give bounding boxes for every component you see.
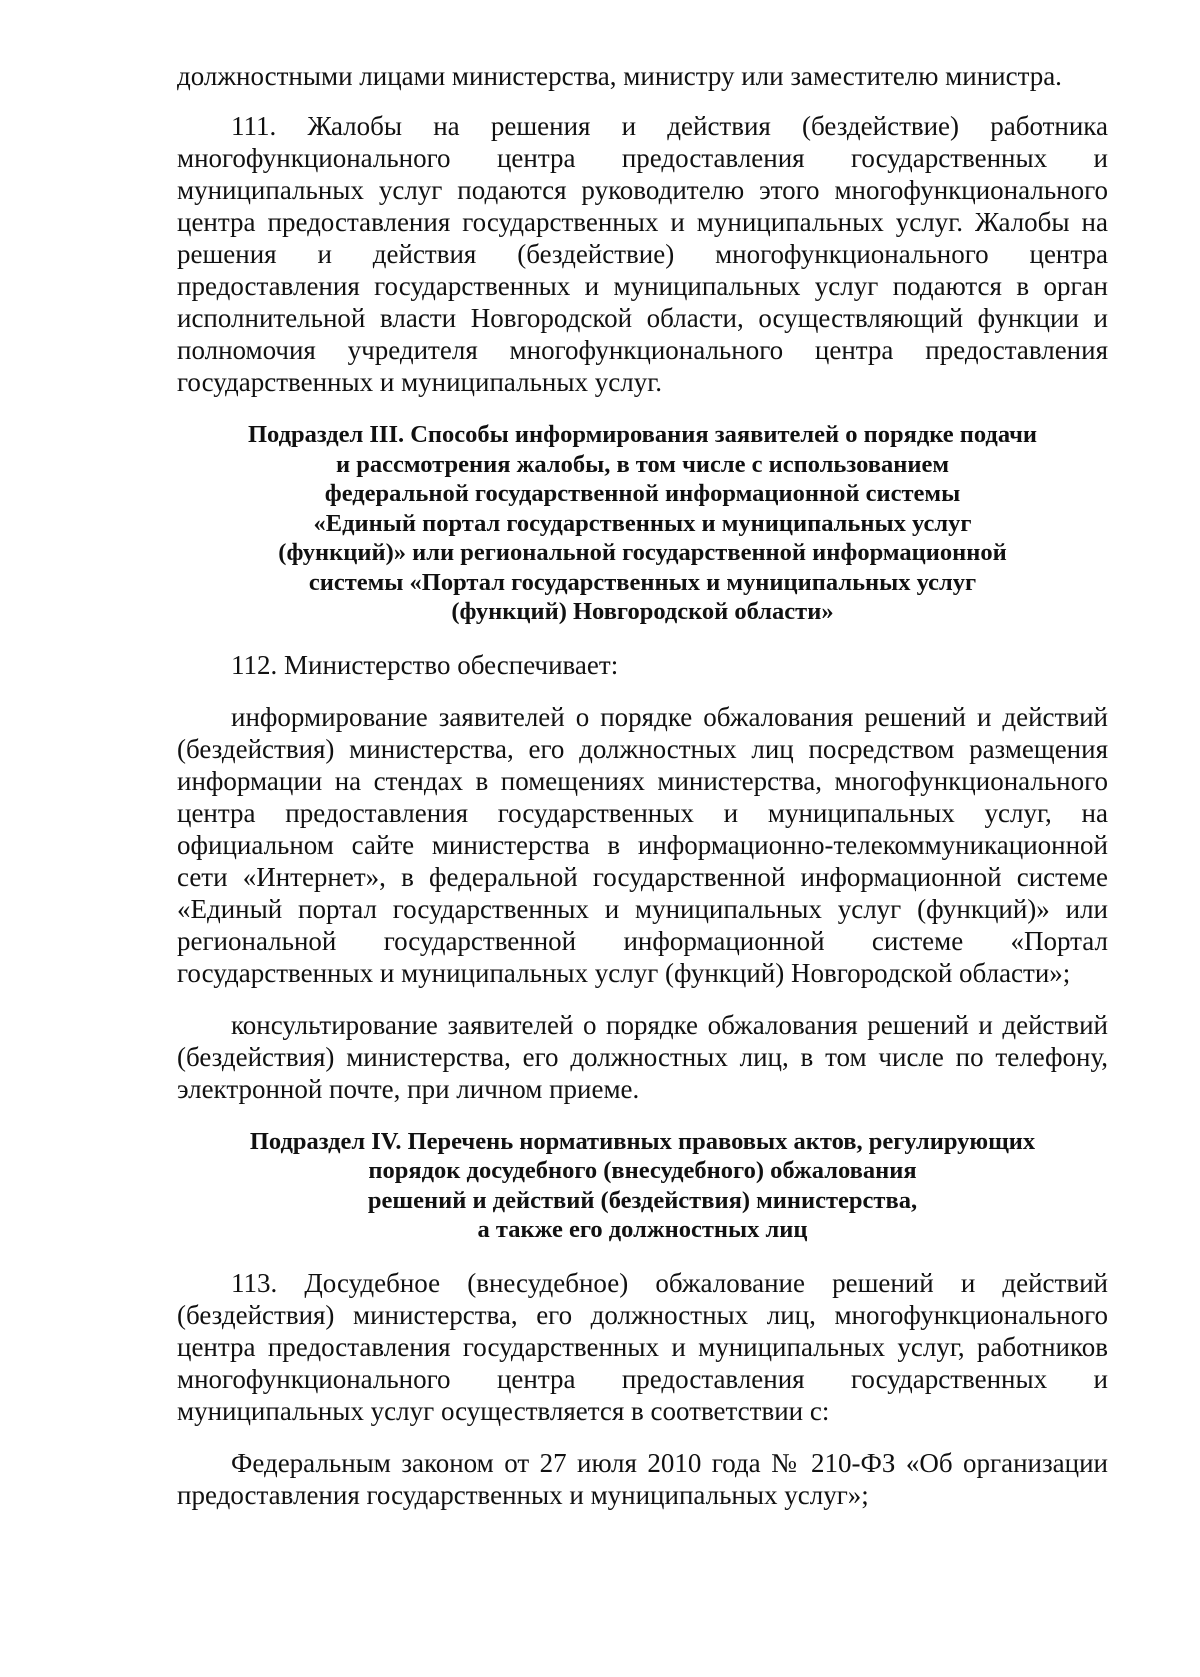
subsection-iii-heading <box>177 420 1108 627</box>
heading-line: порядок досудебного (внесудебного) обжалования <box>368 1157 917 1184</box>
paragraph-112: 112. Министерство обеспечивает: <box>231 649 619 680</box>
paragraph-112-consulting: консультирование заявителей о порядке обжалования решений и действий (бездействия) министерства, его должностных лиц, в том числе по телефону, электронной почте, при личном приеме. <box>177 1009 1108 1104</box>
heading-line: Подраздел IV. Перечень нормативных правовых актов, регулирующих <box>249 1127 1036 1155</box>
continuation-text: должностными лицами министерства, министру или заместителю министра. <box>177 61 1062 91</box>
paragraph-112-informing: информирование заявителей о порядке обжалования решений и действий (бездействия) министерства, его должностных лиц посредством размещения информации на стендах в помещениях министерства, многофункционального центра предоставления государственных и муниципальных услуг, на официальном сайте министерства в информационно-телекоммуникационной сети «Интернет», в федеральной государственной информационной системе «Единый портал государственных и муниципальных услуг (функций)» или региональной государственной информационной системе «Портал государственных и муниципальных услуг (функций) Новгородской области»; <box>177 701 1108 988</box>
paragraph-113-federal-law: Федеральным законом от 27 июля 2010 года № 210-ФЗ «Об организации предоставления государственных и муниципальных услуг»; <box>177 1447 1108 1510</box>
heading-line: федеральной государственной информационной системы <box>324 480 961 507</box>
heading-line: решений и действий (бездействия) министерства, <box>367 1186 918 1214</box>
heading-line: (функций) Новгородской области» <box>451 598 834 625</box>
paragraph-113: 113. Досудебное (внесудебное) обжалование решений и действий (бездействия) министерства, его должностных лиц, многофункционального центра предоставления государственных и муниципальных услуг, работников многофункционального центра предоставления государственных и муниципальных услуг осуществляется в соответствии с: <box>177 1267 1108 1426</box>
document-body <box>177 60 1108 1511</box>
paragraph-111: 111. Жалобы на решения и действия (бездействие) работника многофункционального центра предоставления государственных и муниципальных услуг подаются руководителю этого многофункционального центра предоставления государственных и муниципальных услуг. Жалобы на решения и действия (бездействие) многофункционального центра предоставления государственных и муниципальных услуг подаются в орган исполнительной власти Новгородской области, осуществляющий функции и полномочия учредителя многофункционального центра предоставления государственных и муниципальных услуг. <box>177 111 1108 397</box>
heading-line: и рассмотрения жалобы, в том числе с использованием <box>335 450 950 478</box>
heading-line: системы «Портал государственных и муниципальных услуг <box>308 568 977 596</box>
heading-line: (функций)» или региональной государственной информационной <box>278 539 1007 566</box>
heading-line: «Единый портал государственных и муниципальных услуг <box>313 509 972 537</box>
heading-line: Подраздел III. Способы информирования заявителей о порядке подачи <box>247 421 1038 448</box>
heading-line: а также его должностных лиц <box>477 1216 808 1243</box>
subsection-iv-heading <box>177 1127 1108 1245</box>
